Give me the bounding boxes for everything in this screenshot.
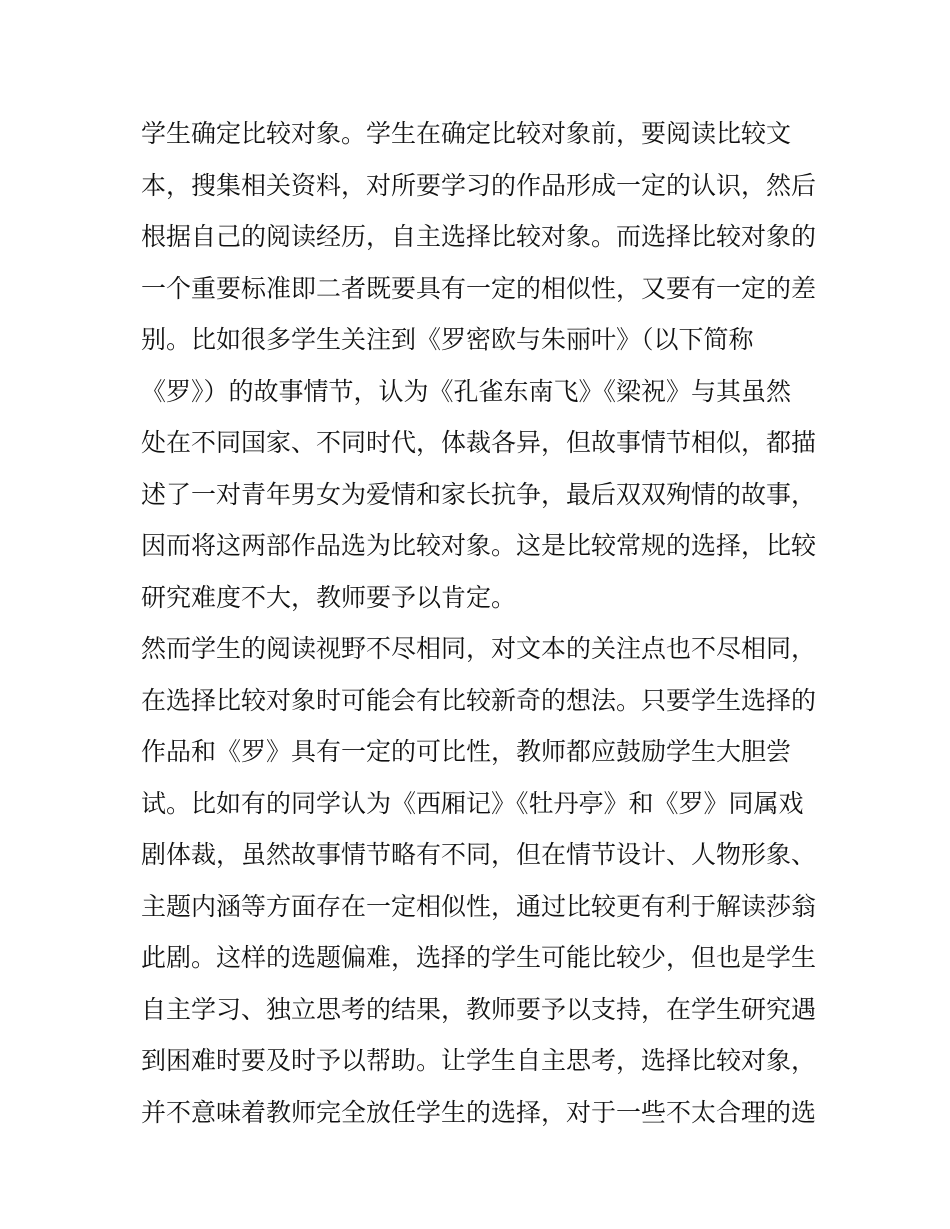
text-line: 剧体裁，虽然故事情节略有不同，但在情节设计、人物形象、 <box>141 840 817 869</box>
text-line: 处在不同国家、不同时代，体裁各异，但故事情节相似，都描 <box>141 428 817 457</box>
text-line: 述了一对青年男女为爱情和家长抗争，最后双双殉情的故事， <box>141 479 817 509</box>
text-line: 到困难时要及时予以帮助。让学生自主思考，选择比较对象， <box>141 1046 817 1075</box>
text-line: 本，搜集相关资料，对所要学习的作品形成一定的认识，然后 <box>141 170 817 200</box>
text-line: 在选择比较对象时可能会有比较新奇的想法。只要学生选择的 <box>141 685 817 715</box>
text-line: 研究难度不大，教师要予以肯定。 <box>141 582 517 612</box>
body-text <box>141 108 821 1138</box>
text-line: 学生确定比较对象。学生在确定比较对象前，要阅读比较文 <box>141 119 792 148</box>
text-line: 根据自己的阅读经历，自主选择比较对象。而选择比较对象的 <box>141 222 817 251</box>
text-line: 作品和《罗》具有一定的可比性，教师都应鼓励学生大胆尝 <box>141 737 792 766</box>
text-line: 然而学生的阅读视野不尽相同，对文本的关注点也不尽相同， <box>141 634 817 663</box>
text-line: 《罗》）的故事情节，认为《孔雀东南飞》《梁祝》与其虽然 <box>141 376 792 406</box>
text-line: 此剧。这样的选题偏难，选择的学生可能比较少，但也是学生 <box>141 943 817 972</box>
text-line: 别。比如很多学生关注到《罗密欧与朱丽叶》（以下简称 <box>141 325 754 354</box>
text-line: 试。比如有的同学认为《西厢记》《牡丹亭》和《罗》同属戏 <box>141 788 804 818</box>
text-line: 一个重要标准即二者既要具有一定的相似性，又要有一定的差 <box>141 273 817 303</box>
text-line: 主题内涵等方面存在一定相似性，通过比较更有利于解读莎翁 <box>141 891 817 921</box>
text-line: 并不意味着教师完全放任学生的选择，对于一些不太合理的选 <box>141 1097 817 1127</box>
text-line: 自主学习、独立思考的结果，教师要予以支持，在学生研究遇 <box>141 994 817 1024</box>
text-line: 因而将这两部作品选为比较对象。这是比较常规的选择，比较 <box>141 531 817 560</box>
